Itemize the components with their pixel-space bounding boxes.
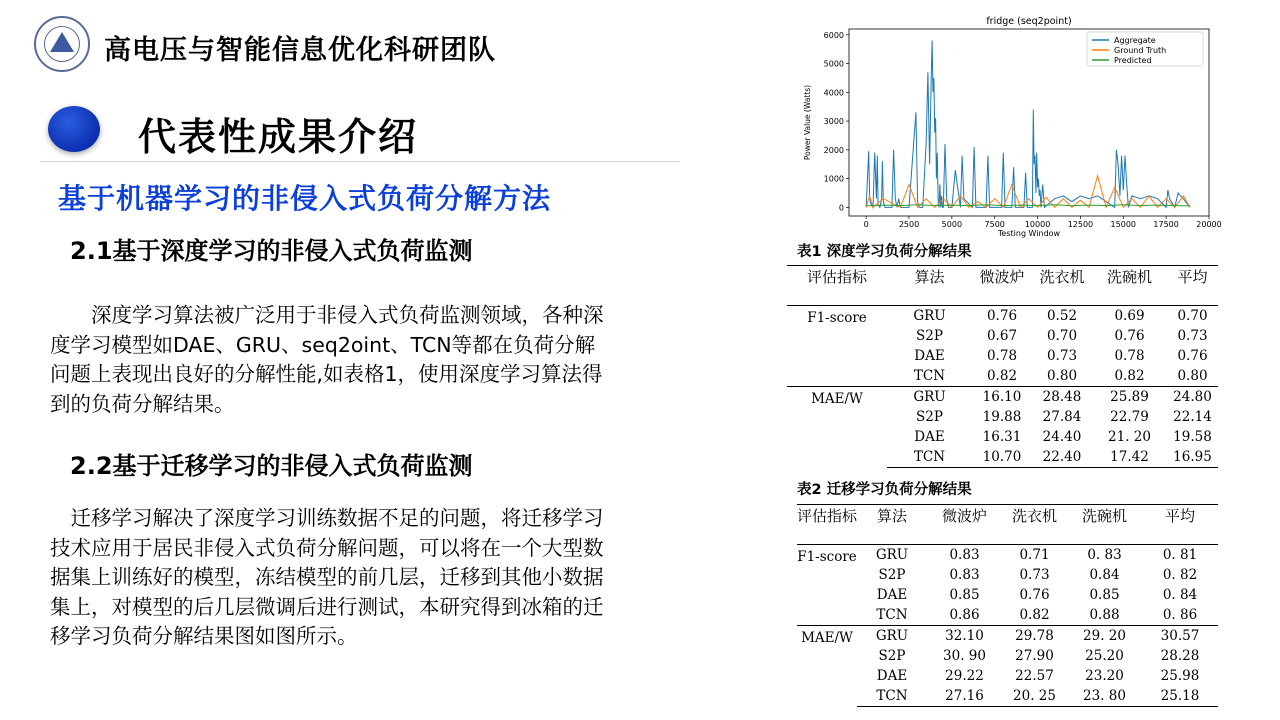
table1-cell: 24.40: [1042, 429, 1082, 446]
bullet-circle-icon: [48, 106, 100, 152]
table1-cell: 0.78: [986, 348, 1018, 365]
table1-cell: 21. 20: [1108, 429, 1151, 446]
table1-header-cell: 洗衣机: [1032, 266, 1092, 306]
table2-cell: 27.90: [1015, 648, 1054, 665]
table2-cell: 29.22: [945, 668, 984, 685]
table2-cell: GRU: [857, 626, 927, 646]
table1-cell: 25.89: [1092, 387, 1167, 407]
table2-cell: 0.83: [949, 546, 980, 563]
table2-cell: 0.86: [949, 607, 980, 624]
table2-cell: 0. 86: [1162, 607, 1198, 624]
header-divider: [40, 161, 680, 162]
paragraph-deep-learning: 深度学习算法被广泛用于非侵入式负荷监测领域，各种深度学习模型如DAE、GRU、seq2oint、TCN等都在负荷分解问题上表现出良好的分解性能,如表格1，使用深度学习算法得到的负荷分解结果。: [50, 303, 604, 416]
table1-cell: 0.69: [1114, 307, 1145, 324]
x-axis-label: Testing Window: [997, 229, 1061, 238]
table2-header-cell: 算法: [857, 505, 927, 545]
table2-cell: 0.71: [1019, 546, 1050, 563]
table1-cell: GRU: [887, 387, 972, 407]
table2-cell: 27.16: [927, 687, 1002, 707]
table2-cell: 23.20: [1085, 668, 1124, 685]
table1-metric-cell: F1-score: [807, 310, 867, 326]
table2-header-cell: 洗衣机: [1002, 505, 1067, 545]
table2-cell: TCN: [857, 687, 927, 707]
table1-cell: TCN: [913, 368, 946, 385]
table1-cell: 0.76: [1177, 348, 1208, 365]
table1-cell: 19.58: [1173, 429, 1212, 446]
table1-cell: S2P: [916, 327, 943, 344]
table2-cell: 25.18: [1142, 687, 1218, 707]
table2-cell: 0.85: [949, 587, 980, 604]
table1-cell: S2P: [916, 409, 943, 426]
y-tick-label: 1000: [823, 174, 844, 184]
table1-cell: 22.79: [1110, 409, 1149, 426]
y-tick-label: 2000: [823, 145, 844, 155]
table2-cell: 28.28: [1160, 648, 1200, 665]
university-logo: [34, 16, 90, 72]
table2-cell: 0.84: [1089, 566, 1120, 583]
table1-cell: 0.80: [1046, 368, 1078, 385]
table2-cell: 0. 84: [1162, 587, 1198, 604]
table2-caption: 表2 迁移学习负荷分解结果: [797, 482, 972, 498]
table2-cell: 23. 80: [1067, 687, 1142, 707]
table1-header-cell: 评估指标: [787, 266, 887, 306]
x-tick-label: 20000: [1196, 220, 1222, 229]
table1-header-cell: 平均: [1167, 266, 1218, 306]
y-tick-label: 0: [838, 203, 844, 213]
section-title: 代表性成果介绍: [138, 115, 419, 159]
table1-cell: 0.67: [986, 327, 1018, 344]
table2-cell: 22.57: [1015, 668, 1054, 685]
table2-cell: 0.88: [1089, 607, 1120, 624]
table2-row: [797, 565, 1218, 585]
table1-cell: DAE: [914, 429, 945, 446]
paragraph-transfer-learning: 迁移学习解决了深度学习训练数据不足的问题，将迁移学习技术应用于居民非侵入式负荷分解问题，可以将在一个大型数据集上训练好的模型，冻结模型的前几层，迁移到其他小数据集上，对模型的后几层微调后进行测试，本研究得到冰箱的迁移学习负荷分解结果图如图所示。: [50, 506, 604, 648]
table1-cell: 27.84: [1042, 409, 1082, 426]
x-tick-label: 0: [863, 220, 869, 229]
table2-cell: DAE: [876, 668, 908, 685]
table1-cell: 24.80: [1167, 387, 1218, 407]
table2-header-cell: 平均: [1142, 505, 1218, 545]
table1-cell: 0.80: [1177, 368, 1208, 385]
table2-row: [797, 626, 1218, 646]
y-tick-label: 4000: [823, 88, 844, 98]
table1-header-cell: 算法: [887, 266, 972, 306]
table1-cell: 16.31: [982, 429, 1022, 446]
table2-row: [797, 646, 1218, 666]
table1-cell: GRU: [913, 307, 946, 324]
table2-row: [797, 585, 1218, 605]
table2-header-cell: 洗碗机: [1067, 505, 1142, 545]
table2-cell: DAE: [876, 587, 908, 604]
team-name: 高电压与智能信息优化科研团队: [104, 35, 496, 66]
x-tick-label: 2500: [898, 220, 920, 229]
table2-cell: 0.76: [1019, 587, 1050, 604]
main-title: 基于机器学习的非侵入式负荷分解方法: [58, 182, 552, 215]
table1-row: [787, 306, 1218, 326]
x-tick-label: 12500: [1067, 220, 1094, 229]
chart-title: fridge (seq2point): [986, 16, 1072, 27]
table1-deep-learning-results: [787, 265, 1218, 468]
table2-cell: 20. 25: [1002, 687, 1067, 707]
logo-emblem-icon: [50, 32, 74, 52]
table1-cell: 0.82: [986, 368, 1018, 385]
table2-cell: 0. 81: [1162, 546, 1198, 563]
x-tick-label: 10000: [1024, 220, 1051, 229]
table2-row: [797, 545, 1218, 565]
table1-cell: 0.76: [986, 307, 1018, 324]
table1-cell: 28.48: [1032, 387, 1092, 407]
table1-cell: 16.95: [1167, 448, 1218, 468]
legend-label: Predicted: [1114, 56, 1152, 65]
legend-label: Aggregate: [1114, 36, 1156, 45]
table2-header-row: [797, 505, 1218, 545]
table1-cell: 17.42: [1092, 448, 1167, 468]
table2-cell: 0.73: [1019, 566, 1050, 583]
table2-cell: 0.85: [1089, 587, 1120, 604]
table2-cell: 30. 90: [943, 648, 986, 665]
table2-cell: 0. 82: [1162, 566, 1198, 583]
x-tick-label: 7500: [984, 220, 1005, 229]
fridge-load-chart: [797, 12, 1222, 238]
table2-row: [797, 687, 1218, 707]
table2-header-cell: 微波炉: [927, 505, 1002, 545]
x-tick-label: 17500: [1153, 220, 1179, 229]
table2-cell: 0.82: [1019, 607, 1050, 624]
table1-cell: DAE: [914, 348, 945, 365]
table1-cell: 10.70: [972, 448, 1032, 468]
table1-cell: 22.14: [1173, 409, 1212, 426]
table2-cell: 25.98: [1160, 668, 1200, 685]
table1-cell: 0.73: [1046, 348, 1078, 365]
table2-cell: 0. 83: [1087, 546, 1122, 563]
table2-cell: GRU: [875, 546, 909, 563]
table1-cell: 0.73: [1177, 327, 1208, 344]
table2-metric-cell: MAE/W: [797, 626, 857, 707]
table2-cell: 25.20: [1085, 648, 1124, 665]
table2-cell: TCN: [876, 607, 908, 624]
legend-label: Ground Truth: [1114, 46, 1167, 55]
y-tick-label: 3000: [823, 117, 844, 127]
table1-cell: 0.70: [1046, 327, 1078, 344]
table2-cell: 0.83: [949, 566, 980, 583]
y-tick-label: 5000: [823, 59, 844, 69]
table2-cell: 32.10: [927, 626, 1002, 646]
table2-transfer-learning-results: [797, 504, 1218, 707]
table1-cell: 0.52: [1046, 307, 1078, 324]
table1-header-cell: 洗碗机: [1092, 266, 1167, 306]
subheading-deep-learning: 2.1基于深度学习的非侵入式负荷监测: [70, 237, 473, 265]
x-tick-label: 5000: [941, 220, 963, 229]
table1-cell: TCN: [887, 448, 972, 468]
table2-cell: S2P: [878, 566, 906, 583]
table1-cell: 0.82: [1114, 368, 1145, 385]
table2-metric-cell: F1-score: [797, 549, 857, 565]
table2-row: [797, 605, 1218, 625]
table2-cell: 29. 20: [1067, 626, 1142, 646]
subheading-transfer-learning: 2.2基于迁移学习的非侵入式负荷监测: [70, 452, 473, 480]
table1-metric-cell: MAE/W: [787, 387, 887, 468]
table1-cell: 16.10: [972, 387, 1032, 407]
table1-cell: 19.88: [982, 409, 1022, 426]
table1-cell: 22.40: [1032, 448, 1092, 468]
table2-cell: 30.57: [1142, 626, 1218, 646]
table2-row: [797, 666, 1218, 686]
table1-cell: 0.78: [1114, 348, 1145, 365]
y-tick-label: 6000: [823, 30, 844, 40]
table1-cell: 0.76: [1114, 327, 1145, 344]
x-tick-label: 15000: [1110, 220, 1137, 229]
table2-cell: 29.78: [1002, 626, 1067, 646]
y-axis-label: Power Value (Watts): [803, 84, 812, 161]
table1-row: [787, 387, 1218, 407]
table1-header-row: [787, 266, 1218, 306]
table2-header-cell: 评估指标: [797, 505, 857, 545]
table1-cell: 0.70: [1177, 307, 1208, 324]
table1-header-cell: 微波炉: [972, 266, 1032, 306]
table1-caption: 表1 深度学习负荷分解结果: [797, 244, 972, 260]
table2-cell: S2P: [878, 648, 906, 665]
